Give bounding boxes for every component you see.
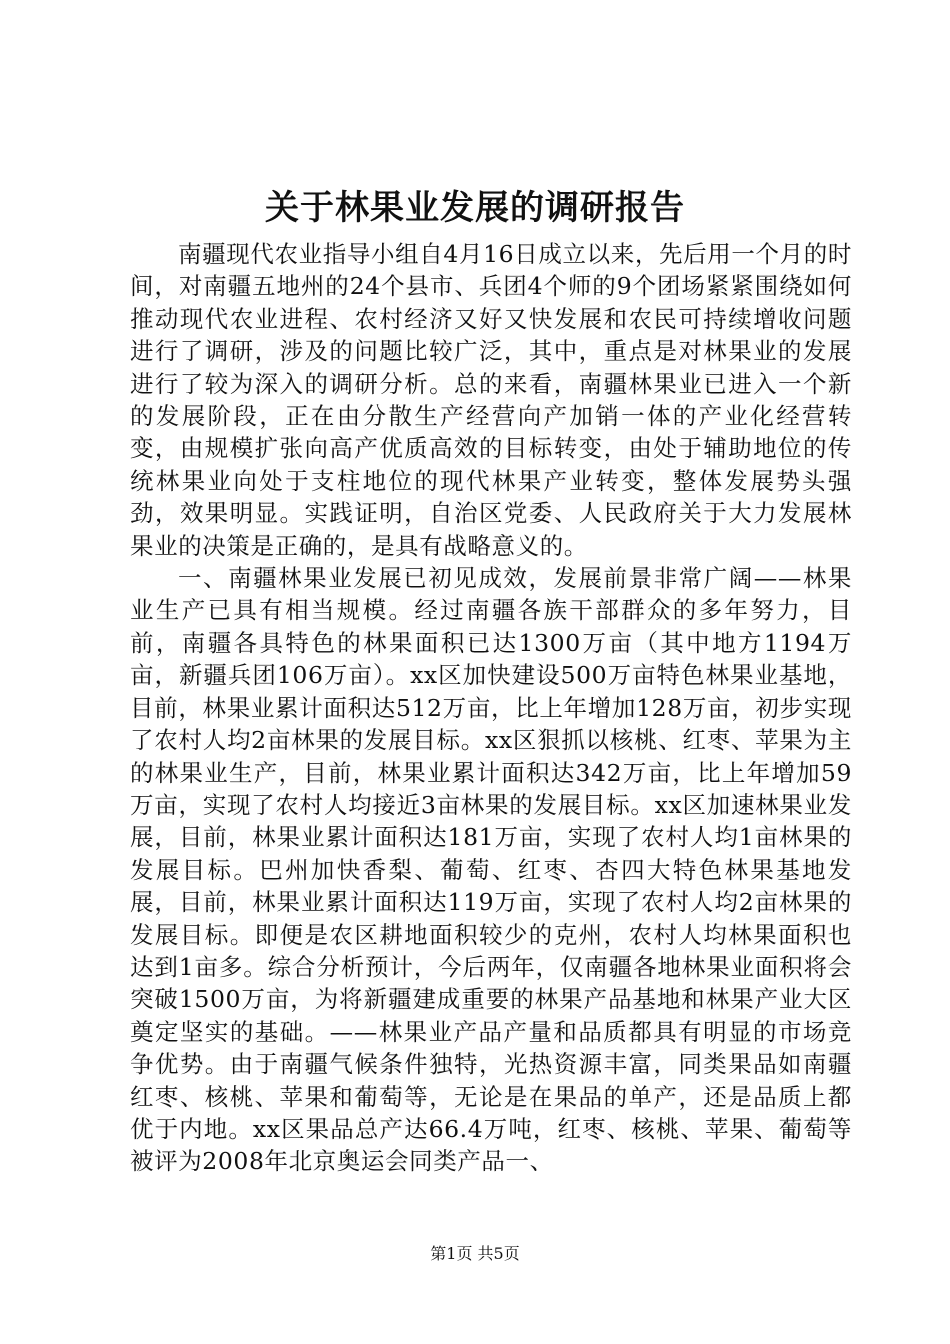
document-title: 关于林果业发展的调研报告 [265, 188, 685, 228]
document-body [130, 238, 852, 1178]
paragraph-intro: 南疆现代农业指导小组自4月16日成立以来，先后用一个月的时间，对南疆五地州的24个县市、兵团4个师的9个团场紧紧围绕如何推动现代农业进程、农村经济又好又快发展和农民可持续增收问题进行了调研，涉及的问题比较广泛，其中，重点是对林果业的发展进行了较为深入的调研分析。总的来看，南疆林果业已进入一个新的发展阶段，正在由分散生产经营向产加销一体的产业化经营转变，由规模扩张向高产优质高效的目标转变，由处于辅助地位的传统林果业向处于支柱地位的现代林果产业转变，整体发展势头强劲，效果明显。实践证明，自治区党委、人民政府关于大力发展林果业的决策是正确的，是具有战略意义的。 [130, 240, 852, 560]
paragraph-section-one: 一、南疆林果业发展已初见成效，发展前景非常广阔——林果业生产已具有相当规模。经过南疆各族干部群众的多年努力，目前，南疆各具特色的林果面积已达1300万亩（其中地方1194万亩，新疆兵团106万亩）。xx区加快建设500万亩特色林果业基地，目前，林果业累计面积达512万亩，比上年增加128万亩，初步实现了农村人均2亩林果的发展目标。xx区狠抓以核桃、红枣、苹果为主的林果业生产，目前，林果业累计面积达342万亩，比上年增加59万亩，实现了农村人均接近3亩林果的发展目标。xx区加速林果业发展，目前，林果业累计面积达181万亩，实现了农村人均1亩林果的发展目标。巴州加快香梨、葡萄、红枣、杏四大特色林果基地发展，目前，林果业累计面积达119万亩，实现了农村人均2亩林果的发展目标。即便是农区耕地面积较少的克州，农村人均林果面积也达到1亩多。综合分析预计，今后两年，仅南疆各地林果业面积将会突破1500万亩，为将新疆建成重要的林果产品基地和林果产业大区奠定坚实的基础。——林果业产品产量和品质都具有明显的市场竞争优势。由于南疆气候条件独特，光热资源丰富，同类果品如南疆红枣、核桃、苹果和葡萄等，无论是在果品的单产，还是品质上都优于内地。xx区果品总产达66.4万吨，红枣、核桃、苹果、葡萄等被评为2008年北京奥运会同类产品一、 [130, 564, 852, 1176]
page-footer: 第1页 共5页 [430, 1244, 520, 1263]
